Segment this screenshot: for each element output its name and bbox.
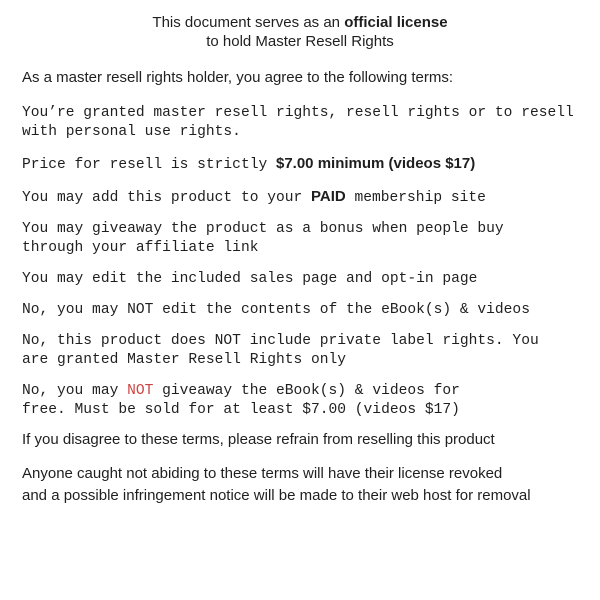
term-giveaway-line1: You may giveaway the product as a bonus when people buy xyxy=(22,221,504,237)
violation-warning xyxy=(22,463,600,507)
term-edit-pages xyxy=(22,270,600,289)
term-no-free-line1 xyxy=(22,382,600,401)
title-line-1 xyxy=(0,13,600,32)
term-no-free-not-red: NOT xyxy=(127,383,154,399)
terms-intro: As a master resell rights holder, you agree to the following terms: xyxy=(22,69,454,86)
term-edit-pages-line: You may edit the included sales page and opt-in page xyxy=(22,271,478,287)
term-no-private-label xyxy=(22,332,600,370)
warning-line2: and a possible infringement notice will be made to their web host for removal xyxy=(22,487,531,504)
disagree-line: If you disagree to these terms, please refrain from reselling this product xyxy=(22,431,495,448)
term-no-edit-line: No, you may NOT edit the contents of the eBook(s) & videos xyxy=(22,302,530,318)
document-title xyxy=(0,13,600,51)
term-price-line xyxy=(22,154,600,175)
term-giveaway-bonus xyxy=(22,220,600,258)
disagree-notice xyxy=(22,429,600,451)
term-price-prefix: Price for resell is strictly xyxy=(22,157,276,173)
term-no-free-giveaway xyxy=(22,382,600,420)
warning-line1: Anyone caught not abiding to these terms will have their license revoked xyxy=(22,465,503,482)
term-no-free-prefix: No, you may xyxy=(22,383,128,399)
term-no-plr-line1: No, this product does NOT include private label rights. You xyxy=(22,333,539,349)
term-membership-suffix: membership site xyxy=(345,190,486,206)
term-price-bold: $7.00 minimum (videos $17) xyxy=(275,155,476,172)
term-membership-line xyxy=(22,187,600,208)
term-paid-membership xyxy=(22,187,600,208)
term-no-free-suffix: giveaway the eBook(s) & videos for xyxy=(153,383,460,399)
term-no-plr-line2: are granted Master Resell Rights only xyxy=(22,352,347,368)
term-giveaway-line2: through your affiliate link xyxy=(22,240,259,256)
term-membership-prefix: You may add this product to your xyxy=(22,190,312,206)
title-line1-prefix: This document serves as an xyxy=(152,14,345,31)
term-granted-line2: with personal use rights. xyxy=(22,124,241,140)
term-no-free-line2: free. Must be sold for at least $7.00 (videos $17) xyxy=(22,402,460,418)
term-no-edit-contents xyxy=(22,301,600,320)
term-resell-price xyxy=(22,154,600,175)
title-line1-bold: official license xyxy=(344,14,448,31)
term-membership-bold: PAID xyxy=(311,188,346,205)
term-granted-rights xyxy=(22,104,600,142)
term-granted-line1: You’re granted master resell rights, resell rights or to resell xyxy=(22,105,574,121)
title-line-2: to hold Master Resell Rights xyxy=(206,33,394,50)
